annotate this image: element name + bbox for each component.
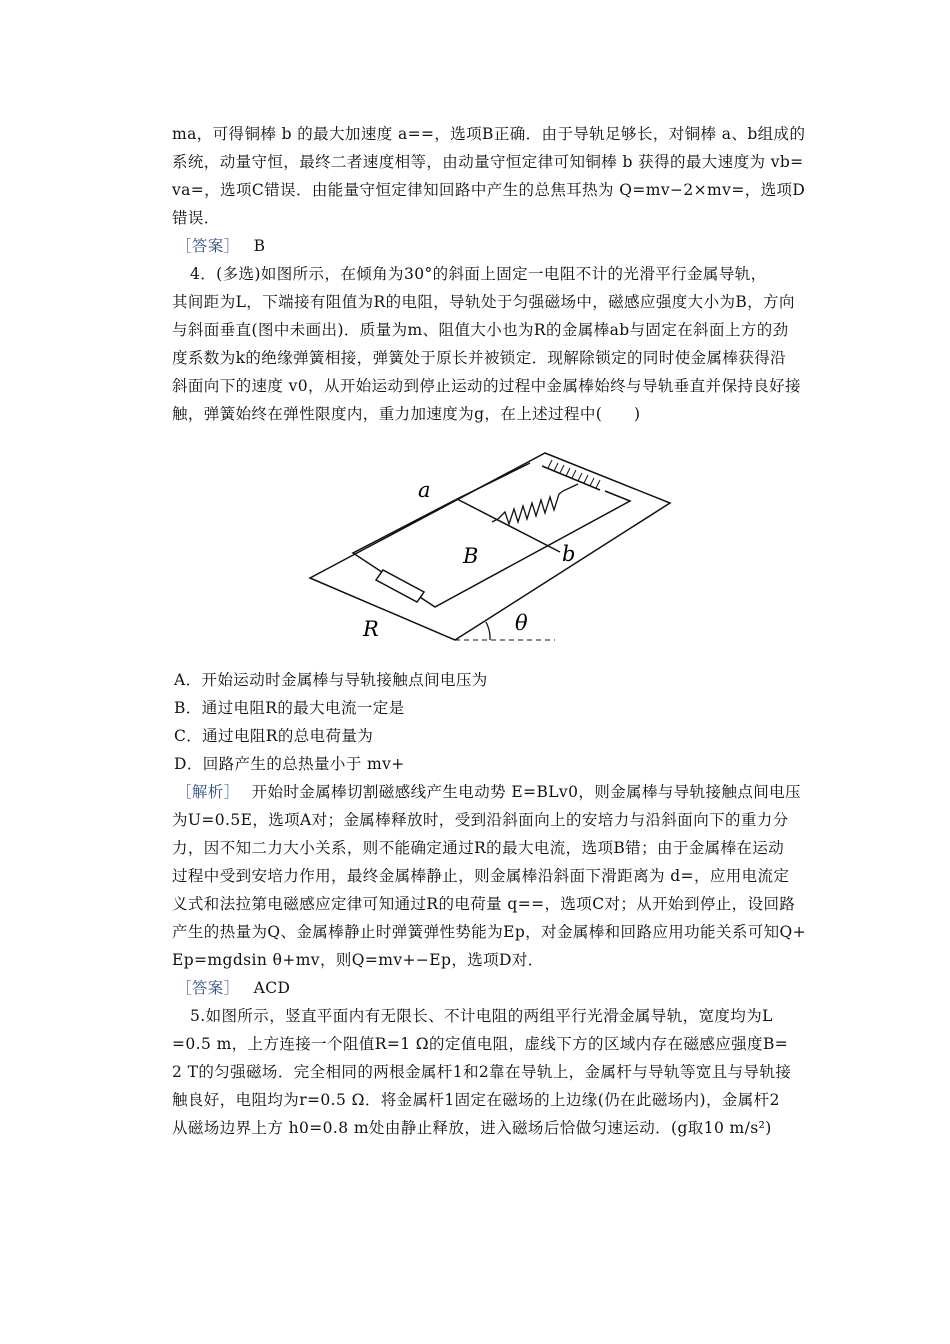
question-5-line: 2 T的匀强磁场．完全相同的两根金属杆1和2靠在导轨上，金属杆与导轨等宽且与导轨接 bbox=[172, 1063, 792, 1081]
analysis-line: 过程中受到安培力作用，最终金属棒静止，则金属棒沿斜面下滑距离为 d=，应用电流定 bbox=[172, 867, 790, 885]
option-a: A．开始运动时金属棒与导轨接触点间电压为 bbox=[174, 671, 488, 689]
text-line: 错误． bbox=[172, 209, 220, 227]
analysis-line: 产生的热量为Q、金属棒静止时弹簧弹性势能为Ep，对金属棒和回路应用功能关系可知Q+ bbox=[172, 923, 807, 941]
answer-value: B bbox=[253, 237, 266, 255]
text-line: 系统，动量守恒，最终二者速度相等，由动量守恒定律可知铜棒 b 获得的最大速度为 vb= bbox=[172, 153, 804, 171]
option-c: C．通过电阻R的总电荷量为 bbox=[174, 727, 374, 745]
text-line: ma，可得铜棒 b 的最大加速度 a==，选项B正确．由于导轨足够长，对铜棒 a、b组成的 bbox=[172, 125, 806, 143]
label-theta: θ bbox=[515, 611, 528, 635]
question-5-line: =0.5 m，上方连接一个阻值R=1 Ω的定值电阻，虚线下方的区域内存在磁感应强度B= bbox=[172, 1035, 789, 1053]
fixed-wall bbox=[542, 466, 600, 490]
label-B: B bbox=[463, 544, 479, 568]
question-4-line: 4．(多选)如图所示，在倾角为30°的斜面上固定一电阻不计的光滑平行金属导轨， bbox=[190, 265, 767, 283]
spring bbox=[498, 484, 578, 524]
upper-rail bbox=[457, 463, 530, 499]
question-5-line: 从磁场边界上方 h0=0.8 m处由静止释放，进入磁场后恰做匀速运动．(g取10 m/s²) bbox=[172, 1119, 772, 1137]
analysis-tag: ［解析］ bbox=[176, 783, 240, 801]
label-R: R bbox=[363, 617, 379, 641]
analysis-line: 义式和法拉第电磁感应定律可知通过R的电荷量 q==，选项C对；从开始到停止，设回路 bbox=[172, 895, 796, 913]
question-5-line: 5.如图所示，竖直平面内有无限长、不计电阻的两组平行光滑金属导轨，宽度均为L bbox=[190, 1007, 773, 1025]
text-line: va=，选项C错误．由能量守恒定律知回路中产生的总焦耳热为 Q=mv−2×mv=，选项D bbox=[172, 181, 806, 199]
option-b: B．通过电阻R的最大电流一定是 bbox=[174, 699, 405, 717]
question-4-line: 其间距为L，下端接有阻值为R的电阻，导轨处于匀强磁场中，磁感应强度大小为B，方向 bbox=[172, 293, 795, 311]
incline-rail-figure bbox=[300, 448, 680, 648]
answer-line bbox=[176, 236, 816, 256]
question-4-line: 与斜面垂直(图中未画出)．质量为m、阻值大小也为R的金属棒ab与固定在斜面上方的劲 bbox=[172, 321, 789, 339]
question-4-line: 斜面向下的速度 v0，从开始运动到停止运动的过程中金属棒始终与导轨垂直并保持良好接 bbox=[172, 377, 801, 395]
answer-tag: ［答案］ bbox=[176, 979, 240, 997]
label-b: b bbox=[562, 542, 576, 566]
analysis-line: 为U=0.5E，选项A对；金属棒释放时，受到沿斜面向上的安培力与沿斜面向下的重力分 bbox=[172, 811, 789, 829]
option-d: D．回路产生的总热量小于 mv+ bbox=[174, 755, 405, 773]
answer-line bbox=[176, 978, 816, 998]
analysis-line: 力，因不知二力大小关系，则不能确定通过R的最大电流，选项B错；由于金属棒在运动 bbox=[172, 839, 785, 857]
question-4-line: 触，弹簧始终在弹性限度内，重力加速度为g，在上述过程中( ) bbox=[172, 405, 641, 423]
question-4-line: 度系数为k的绝缘弹簧相接，弹簧处于原长并被锁定．现解除锁定的同时使金属棒获得沿 bbox=[172, 349, 786, 367]
answer-value: ACD bbox=[253, 979, 291, 997]
label-a: a bbox=[418, 478, 431, 502]
answer-tag: ［答案］ bbox=[176, 237, 240, 255]
question-5-line: 触良好，电阻均为r=0.5 Ω．将金属杆1固定在磁场的上边缘(仍在此磁场内)，金属杆2 bbox=[172, 1091, 780, 1109]
analysis-line: ［解析］ 开始时金属棒切割磁感线产生电动势 E=BLv0，则金属棒与导轨接触点间电压 bbox=[176, 783, 801, 801]
analysis-line: Ep=mgdsin θ+mv，则Q=mv+−Ep，选项D对． bbox=[172, 951, 544, 969]
angle-arc bbox=[486, 622, 490, 640]
resistor-symbol bbox=[376, 570, 424, 602]
